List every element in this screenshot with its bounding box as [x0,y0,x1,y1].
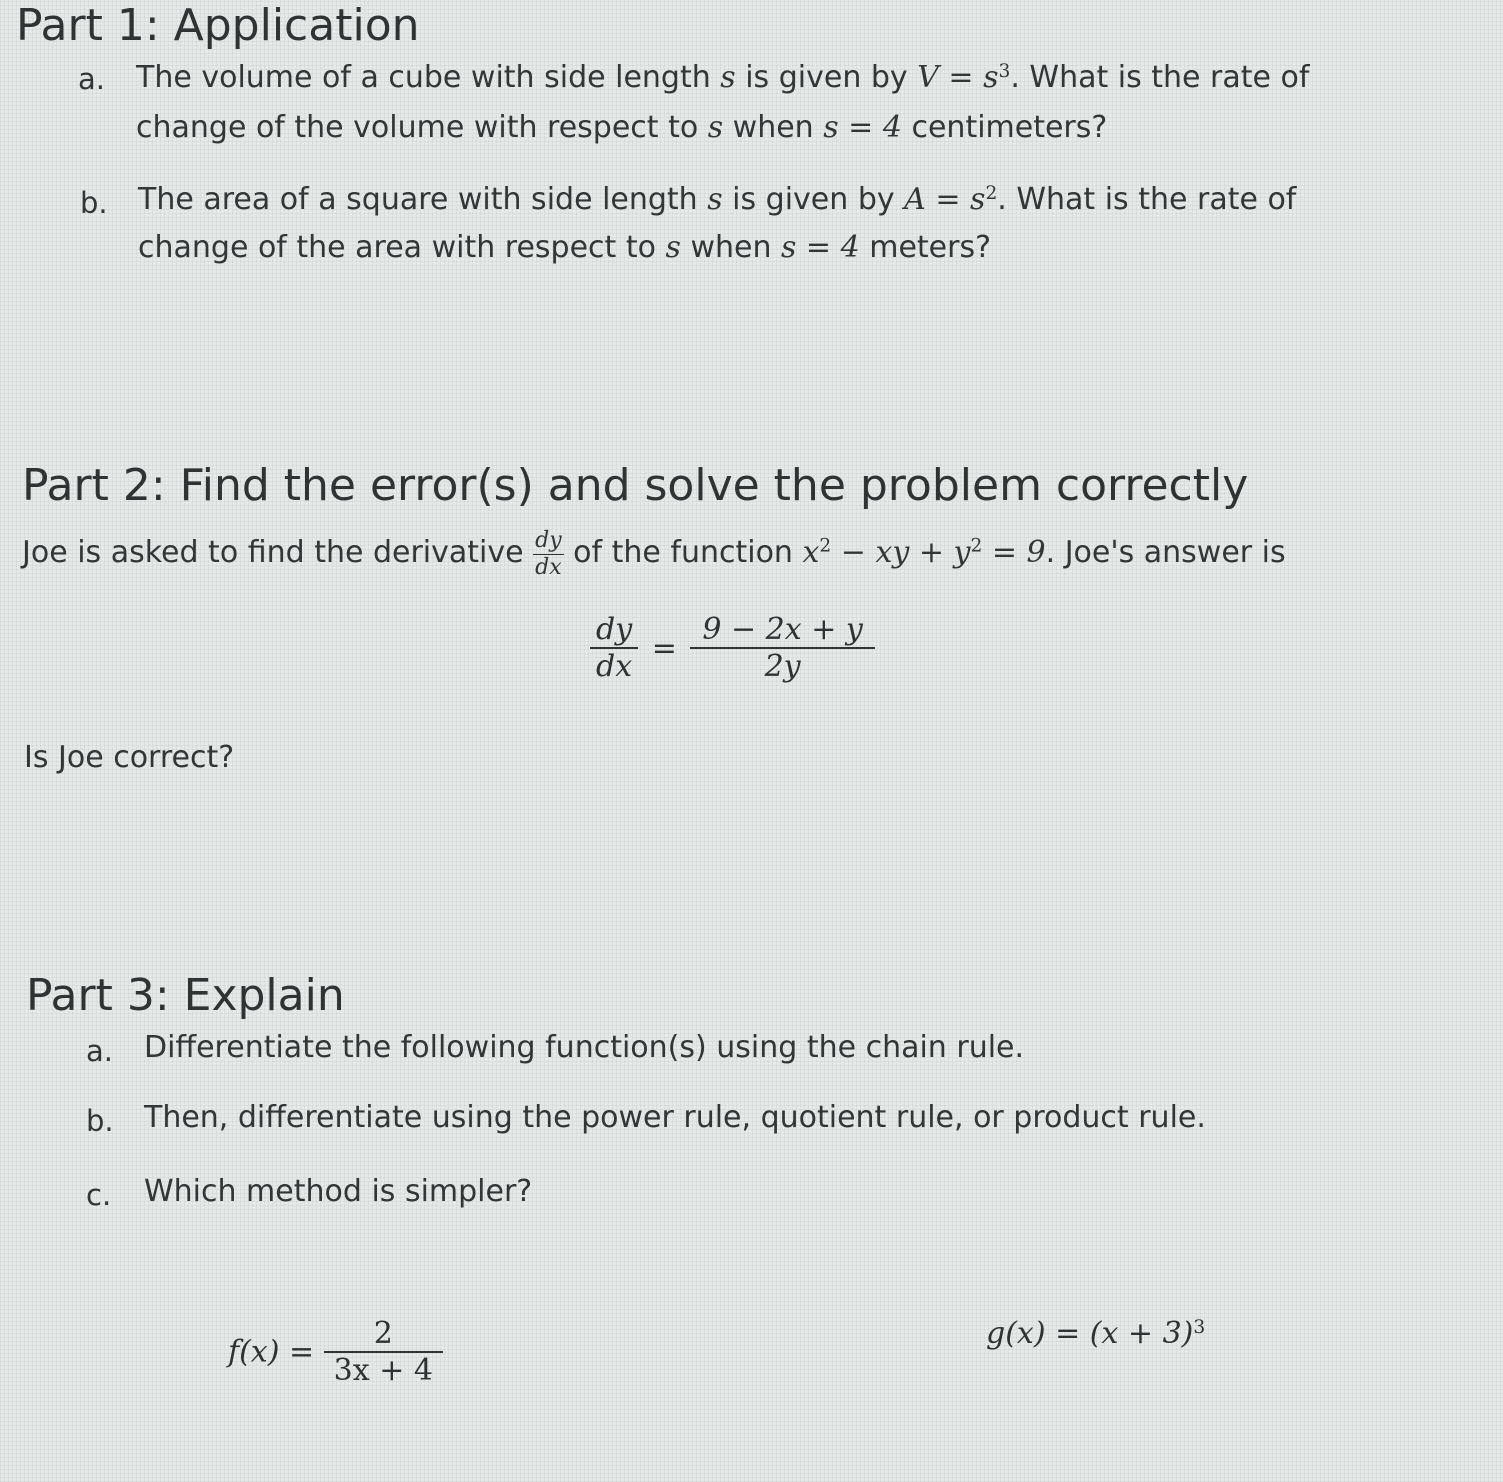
part1-a-line2: change of the volume with respect to s when s = 4 centimeters? [136,110,1108,145]
part1-b-line1: The area of a square with side length s is given by $A = s^2$. What is the rate of [138,182,1297,217]
part2-question: Is Joe correct? [24,740,235,775]
part1-a-label: a. [78,62,105,96]
part3-heading: Part 3: Explain [26,970,345,1021]
function-g: $g(x) = (x + 3)^3$ [986,1316,1206,1351]
intro-dydx-fraction: $\frac{dy}{dx}$ [535,528,562,580]
f-fraction: $\frac{2}{3x + 4}$ [324,1316,443,1388]
answer-dydx-fraction: $\frac{dy}{dx}$ [590,612,638,684]
part2-heading: Part 2: Find the error(s) and solve the problem correctly [22,460,1249,511]
answer-rhs-fraction: $\frac{9 - 2x + y}{2y}$ [690,612,874,684]
part3-a-label: a. [86,1034,113,1068]
part1-b-line2: change of the area with respect to s when s = 4 meters? [138,230,992,265]
part2-intro: Joe is asked to find the derivative $\frac{dy}{dx}$ of the function $x^2$ − xy + $y^2 = 9$. Joe's answer is [22,528,1286,580]
joe-answer-equation: $\frac{dy}{dx}$ = $\frac{9 - 2x + y}{2y}$ [590,612,875,684]
part3-a-text: Differentiate the following function(s) using the chain rule. [144,1030,1025,1065]
function-f: f(x) = $\frac{2}{3x + 4}$ [228,1316,443,1388]
part3-c-text: Which method is simpler? [144,1174,533,1209]
part1-b-label: b. [80,186,108,220]
part3-c-label: c. [86,1178,112,1212]
part3-b-text: Then, differentiate using the power rule, quotient rule, or product rule. [144,1100,1206,1135]
part1-a-line1: The volume of a cube with side length s is given by $V = s^3$. What is the rate of [136,60,1310,95]
part3-b-label: b. [86,1104,114,1138]
part1-heading: Part 1: Application [16,0,420,51]
